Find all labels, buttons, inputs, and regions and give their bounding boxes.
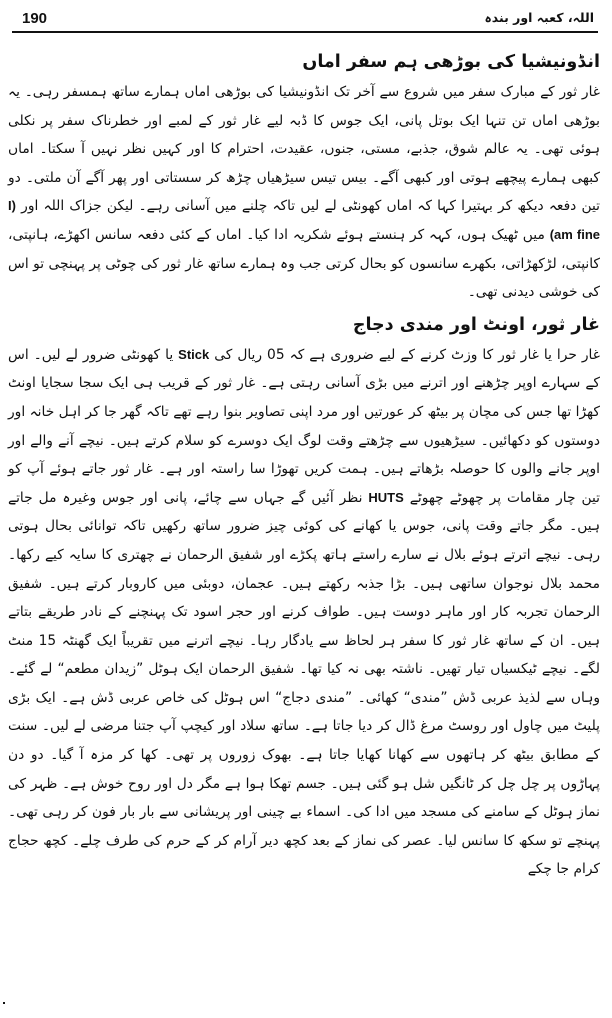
paragraph-text-a: غار حرا یا غار ثور کا وزٹ کرنے کے لیے ضروری ہے کہ 05 ریال کی — [214, 346, 600, 363]
paragraph-indonesian-mother — [8, 78, 600, 307]
paragraph-text-c: نظر آئیں گے جہاں سے چائے، پانی اور جوس وغیرہ مل جاتے ہیں۔ مگر جاتے وقت پانی، جوس یا کھانے کی کوئی چیز ضرور ساتھ رکھیں تاکہ توانائی بحال ہوتی رہی۔ نیچے اترتے ہوئے بلال نے سارے راستے ہاتھ پکڑے اور شفیق الرحمان نے چھتری کا سایہ کیے رکھا۔ محمد بلال نوجوان ساتھی ہیں۔ بڑا جذبہ رکھتے ہیں۔ عجمان، دوبئی میں کاروبار کرتے ہیں۔ شفیق الرحمان تجربہ کار اور ماہر دوست ہیں۔ طواف کرنے اور حجر اسود تک پہنچنے کے نادر طریقے بتاتے ہیں۔ ان کے ساتھ غار ثور کا سفر ہر لحاظ سے یادگار رہا۔ نیچے اترنے میں تقریباً ایک گھنٹہ 15 منٹ لگے۔ نیچے ٹیکسیاں تیار تھیں۔ ناشتہ بھی نہ کیا تھا۔ شفیق الرحمان ایک ہوٹل ”زیدان مطعم“ لے گئے۔ وہاں سے لذیذ عربی ڈش ”مندی“ کھائی۔ ”مندی دجاج“ اس ہوٹل کی خاص عربی ڈش ہے۔ ایک بڑی پلیٹ میں چاول اور روسٹ مرغ ڈال کر دیا جاتا ہے۔ ساتھ سلاد اور کیچپ آپ جتنا مرضی لے لیں۔ سنت کے مطابق بیٹھ کر ہاتھوں سے کھانا کھایا جاتا ہے۔ بھوک زوروں پر تھی۔ کھا کر مزہ آ گیا۔ دو دن پہاڑوں پر چل چل کر ٹانگیں شل ہو گئی ہیں۔ جسم تھکا ہوا ہے مگر دل اور روح خوش ہے۔ ظہر کی نماز ہوٹل کے سامنے کی مسجد میں ادا کی۔ اسماء بے چینی اور پریشانی سے بار بار فون کر رہی تھی۔ پہنچے تو سکھ کا سانس لیا۔ عصر کی نماز کے بعد کچھ دیر آرام کر کے حرم کی طرف چلے۔ کچھ حجاج کرام جا چکے — [8, 489, 600, 878]
section-heading-indonesian-mother: انڈونیشیا کی بوڑھی ہم سفر اماں — [302, 52, 600, 72]
page-number: 190 — [22, 10, 48, 27]
page-body — [8, 44, 600, 884]
page-header — [12, 6, 598, 30]
english-phrase: (I am fine) — [8, 198, 600, 242]
paragraph-text-b: یا کھونٹی ضرور لے لیں۔ اس کے سہارے اوپر چڑھنے اور اترنے میں بڑی آسانی رہتی ہے۔ غار ثور کے قریب ہی ایک سجا سجایا اونٹ کھڑا تھا جس کی مچان پر بیٹھ کر عورتیں اور مرد اپنی تصاویر بنوا رہے تھے تاکہ گھر جا کر اہل خانہ اور دوستوں کو دکھائیں۔ سیڑھیوں سے چڑھتے وقت لوگ ایک دوسرے کو سلام کرتے ہیں۔ نیچے آنے والے اور اوپر جانے والوں کا حوصلہ بڑھاتے ہیں۔ ہمت کریں تھوڑا سا راستہ اور ہے۔ غار ثور جاتے ہوئے آپ کو تین چار مقامات پر چھوٹے چھوٹے — [8, 346, 601, 506]
paragraph-text-tail: میں ٹھیک ہوں، کہہ کر ہنستے ہوئے شکریہ ادا کیا۔ اماں کے کئی دفعہ سانس اکھڑے، ہانپتی، کانپتی، لڑکھڑاتی، بکھرے سانسوں کو بحال کرتی جب وہ ہمارے ساتھ غار ثور کی چوٹی پر پہنچی تو اس کی خوشی دیدنی تھی۔ — [8, 226, 600, 301]
english-word-stick: Stick — [178, 346, 210, 362]
running-title: اللہ، کعبہ اور بندہ — [484, 10, 594, 25]
paragraph-ghar-thawr — [8, 341, 600, 884]
english-word-huts: HUTS — [368, 489, 404, 505]
section-heading-ghar-thawr: غار ثور، اونٹ اور مندی دجاج — [352, 314, 600, 335]
page-mark — [3, 1002, 5, 1004]
header-divider — [12, 31, 598, 33]
paragraph-text: غار ثور کے مبارک سفر میں شروع سے آخر تک انڈونیشیا کی بوڑھی اماں ہمارے ساتھ ہمسفر رہی۔ یہ بوڑھی اماں تن تنہا ایک بوتل پانی، ایک جوس کا ڈبہ لیے غار ثور کے لمبے اور خطرناک سفر پر نکلی ہوئی تھی۔ یہ عالم شوق، جذبے، مستی، جنوں، عقیدت، احترام کا اور کہیں نظر نہیں آ سکتا۔ اماں کبھی ہمارے پیچھے ہوتی اور کبھی آگے۔ بیس تیس سیڑھیاں چڑھ کر سستاتی اور پھر آگے آن ملتی۔ دو تین دفعہ دیکھ کر بہتیرا کہا کہ اماں کھونٹی لے لیں تاکہ چلنے میں آسانی رہے۔ لیکن جزاک اللہ اور — [8, 84, 601, 215]
